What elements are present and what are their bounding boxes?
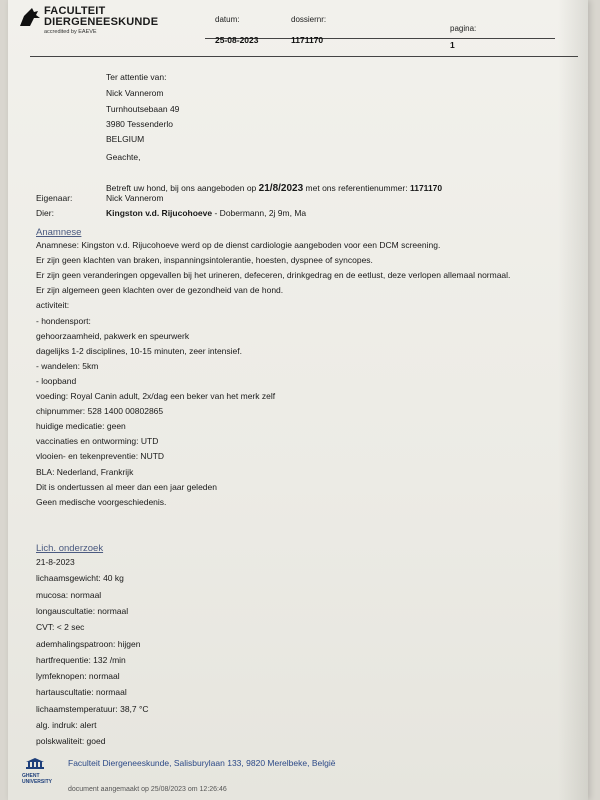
anamnese-line: - wandelen: 5km: [36, 360, 99, 371]
address-name: Nick Vannerom: [106, 88, 164, 98]
onderzoek-line: mucosa: normaal: [36, 589, 102, 600]
footer-printed: document aangemaakt op 25/08/2023 om 12:26:46: [68, 786, 227, 793]
anamnese-line: gehoorzaamheid, pakwerk en speurwerk: [36, 330, 190, 341]
anamnese-line: huidige medicatie: geen: [36, 421, 126, 432]
owner-value: Nick Vannerom: [106, 193, 164, 203]
onderzoek-line: hartauscultatie: normaal: [36, 687, 127, 698]
horse-icon: [18, 6, 42, 28]
university-emblem-icon: [25, 758, 45, 772]
onderzoek-line: hartfrequentie: 132 /min: [36, 654, 126, 665]
anamnese-line: Geen medische voorgeschiedenis.: [36, 496, 167, 507]
dossier-label: dossiernr:: [291, 15, 327, 24]
anamnese-line: - loopband: [36, 375, 77, 386]
anamnese-line: voeding: Royal Canin adult, 2x/dag een beker van het merk zelf: [36, 391, 276, 401]
page-shadow: [558, 0, 588, 800]
document-page: [8, 0, 588, 800]
uni-line2: UNIVERSITY: [22, 779, 53, 785]
attn-label: Ter attentie van:: [106, 72, 167, 82]
pagina-value: 1: [450, 40, 455, 50]
anamnese-line: BLA: Nederland, Frankrijk: [36, 466, 134, 477]
betreft-middle: met ons referentienummer:: [305, 183, 408, 193]
datum-value: 25-08-2023: [215, 35, 259, 45]
animal-label: Dier:: [36, 208, 54, 218]
onderzoek-line: 21-8-2023: [36, 557, 75, 567]
anamnese-line: activiteit:: [36, 300, 70, 311]
datum-label: datum:: [215, 15, 240, 24]
onderzoek-line: alg. indruk: alert: [36, 720, 97, 730]
greeting: Geachte,: [106, 152, 141, 162]
logo-line2: DIERGENEESKUNDE: [44, 16, 159, 28]
onderzoek-line: lichaamsgewicht: 40 kg: [36, 573, 124, 584]
onderzoek-line: longauscultatie: normaal: [36, 605, 129, 616]
top-rule: [30, 56, 578, 57]
onderzoek-line: lichaamstemperatuur: 38,7 °C: [36, 703, 149, 714]
animal-line: [106, 208, 306, 219]
address-country: BELGIUM: [106, 134, 145, 144]
anamnese-line: Er zijn algemeen geen klachten over de gezondheid van de hond.: [36, 285, 284, 296]
anamnese-line: Er zijn geen veranderingen opgevallen bij het urineren, defeceren, drinkgedrag en de eetlust, deze verlopen allemaal normaal.: [36, 270, 511, 281]
animal-name: Kingston v.d. Rijucohoeve: [106, 208, 213, 218]
logo-line3: accredited by EAEVE: [44, 29, 97, 35]
onderzoek-line: lymfeknopen: normaal: [36, 671, 120, 682]
betreft-prefix: Betreft uw hond, bij ons aangeboden op: [106, 183, 257, 193]
anamnese-line: Dit is ondertussen al meer dan een jaar geleden: [36, 481, 217, 492]
anamnese-line: - hondensport:: [36, 315, 91, 326]
onderzoek-title: Lich. onderzoek: [36, 543, 104, 554]
anamnese-line: vlooien- en tekenpreventie: NUTD: [36, 451, 165, 462]
owner-label: Eigenaar:: [36, 193, 73, 203]
anamnese-line: dagelijks 1-2 disciplines, 10-15 minuten, zeer intensief.: [36, 345, 243, 356]
betreft-ref: 1171170: [409, 183, 443, 193]
address-city: 3980 Tessenderlo: [106, 119, 173, 129]
anamnese-line: chipnummer: 528 1400 00802865: [36, 406, 164, 417]
onderzoek-line: ademhalingspatroon: hijgen: [36, 638, 141, 649]
animal-details: - Dobermann, 2j 9m, Ma: [214, 208, 307, 218]
address-street: Turnhoutsebaan 49: [106, 104, 180, 114]
logo-line1: FACULTEIT: [44, 5, 106, 17]
footer-address: Faculteit Diergeneeskunde, Salisburylaan 133, 9820 Merelbeke, België: [68, 758, 336, 768]
dossier-value: 1171170: [291, 35, 324, 45]
anamnese-line: Er zijn geen klachten van braken, inspanningsintolerantie, hoesten, dyspnee of syncopes.: [36, 255, 373, 266]
uni-line1: GHENT: [22, 773, 40, 779]
anamnese-title: Anamnese: [36, 227, 82, 238]
pagina-label: pagina:: [450, 24, 477, 33]
anamnese-line: Anamnese: Kingston v.d. Rijucohoeve werd op de dienst cardiologie aangeboden voor een DCM screening.: [36, 240, 441, 250]
onderzoek-line: CVT: < 2 sec: [36, 622, 85, 633]
onderzoek-line: polskwaliteit: goed: [36, 736, 106, 747]
anamnese-line: vaccinaties en ontworming: UTD: [36, 436, 159, 447]
betreft-date: 21/8/2023: [258, 183, 304, 194]
